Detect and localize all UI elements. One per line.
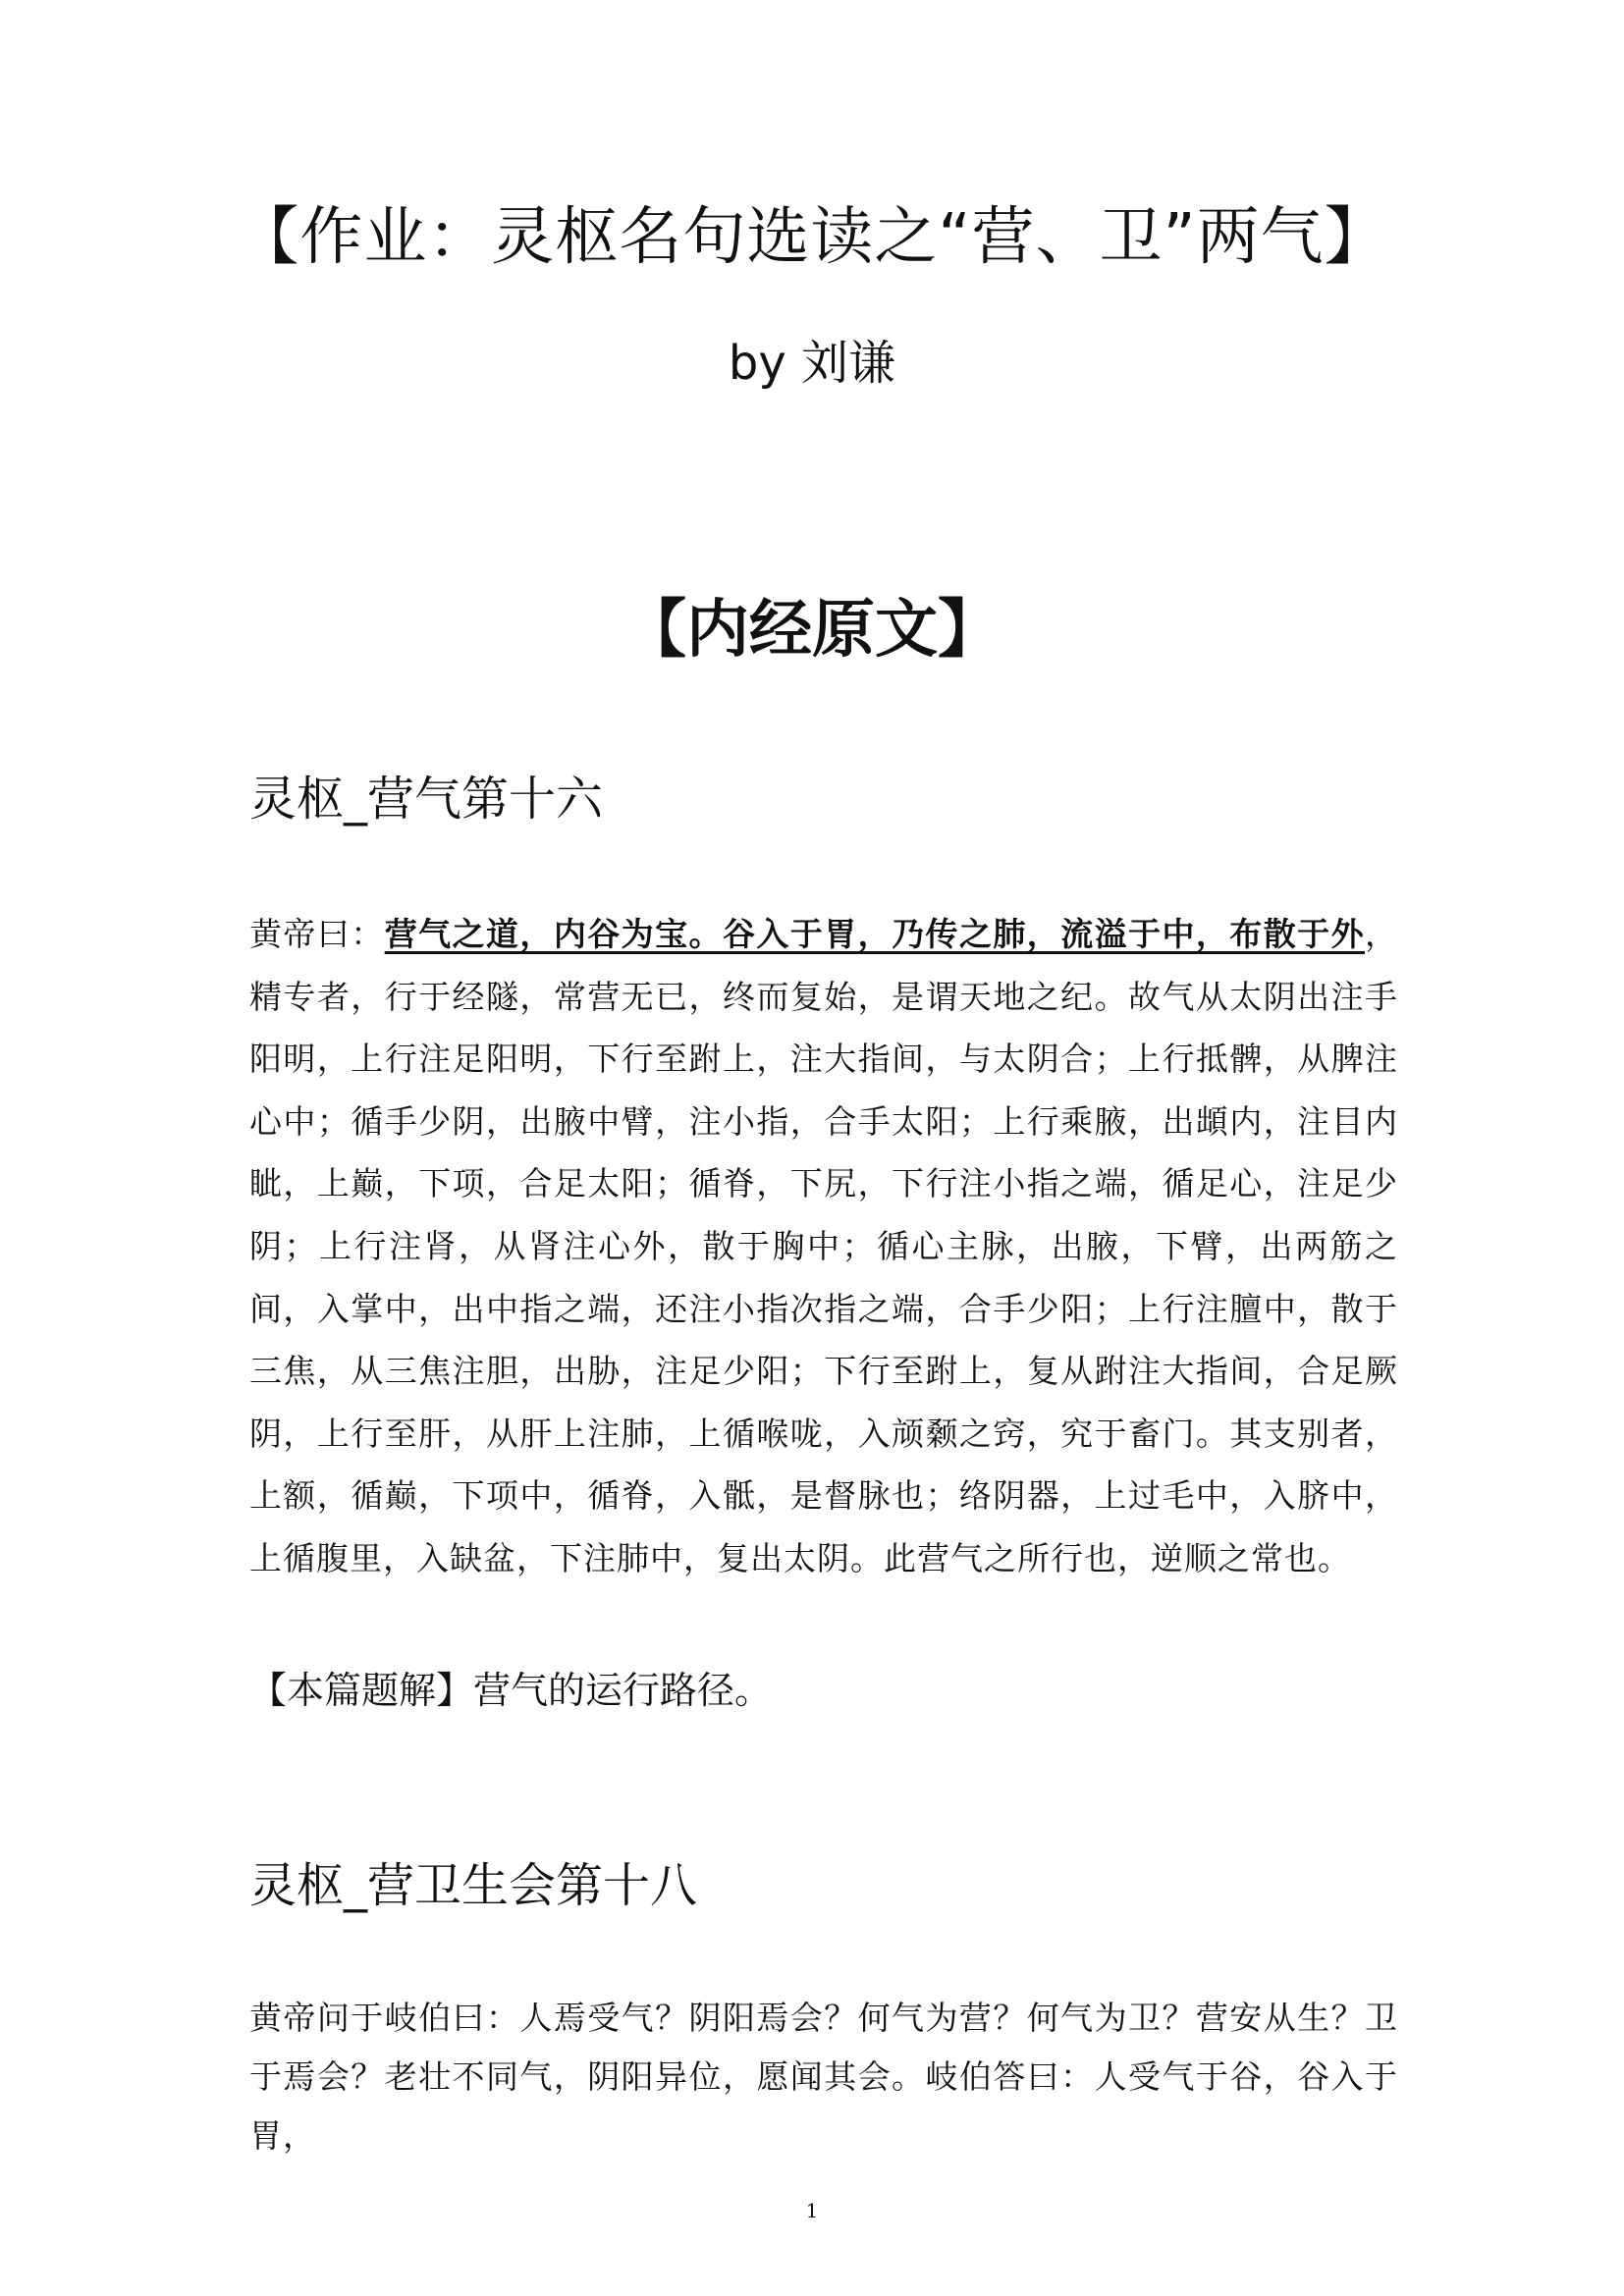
passage-speaker: 黄帝曰：	[249, 915, 385, 953]
passage-ying-qi	[249, 903, 1398, 1590]
document-title: 【作业：灵枢名句选读之“营、卫”两气】	[236, 201, 1388, 274]
famous-quote-emphasis: 营气之道，内谷为宝。谷入于胃，乃传之肺，流溢于中，布散于外	[384, 915, 1366, 953]
section-title: 【内经原文】	[623, 594, 1001, 667]
chapter-title-ying-qi: 灵枢_营气第十六	[249, 772, 604, 827]
chapter-title-ying-wei-sheng-hui: 灵枢_营卫生会第十八	[249, 1858, 698, 1913]
page-number: 1	[805, 2199, 819, 2222]
chapter-note: 【本篇题解】营气的运行路径。	[249, 1669, 773, 1712]
document-author: by 刘谦	[728, 336, 896, 391]
passage-ying-wei-sheng-hui: 黄帝问于岐伯曰：人焉受气？阴阳焉会？何气为营？何气为卫？营安从生？卫于焉会？老壮不同气，阴阳异位，愿闻其会。岐伯答曰：人受气于谷，谷入于胃，	[249, 1999, 1398, 2155]
passage-body: ，精专者，行于经隧，常营无已，终而复始，是谓天地之纪。故气从太阴出注手阳明，上行注足阳明，下行至跗上，注大指间，与太阴合；上行抵髀，从脾注心中；循手少阴，出腋中臂，注小指，合手太阳；上行乘腋，出䪼内，注目内眦，上巅，下项，合足太阳；循脊，下尻，下行注小指之端，循足心，注足少阴；上行注肾，从肾注心外，散于胸中；循心主脉，出腋，下臂，出两筋之间，入掌中，出中指之端，还注小指次指之端，合手少阳；上行注膻中，散于三焦，从三焦注胆，出胁，注足少阳；下行至跗上，复从跗注大指间，合足厥阴，上行至肝，从肝上注肺，上循喉咙，入颃颡之窍，究于畜门。其支别者，上额，循巅，下项中，循脊，入骶，是督脉也；络阴器，上过毛中，入脐中，上循腹里，入缺盆，下注肺中，复出太阴。此营气之所行也，逆顺之常也。	[249, 915, 1399, 1577]
